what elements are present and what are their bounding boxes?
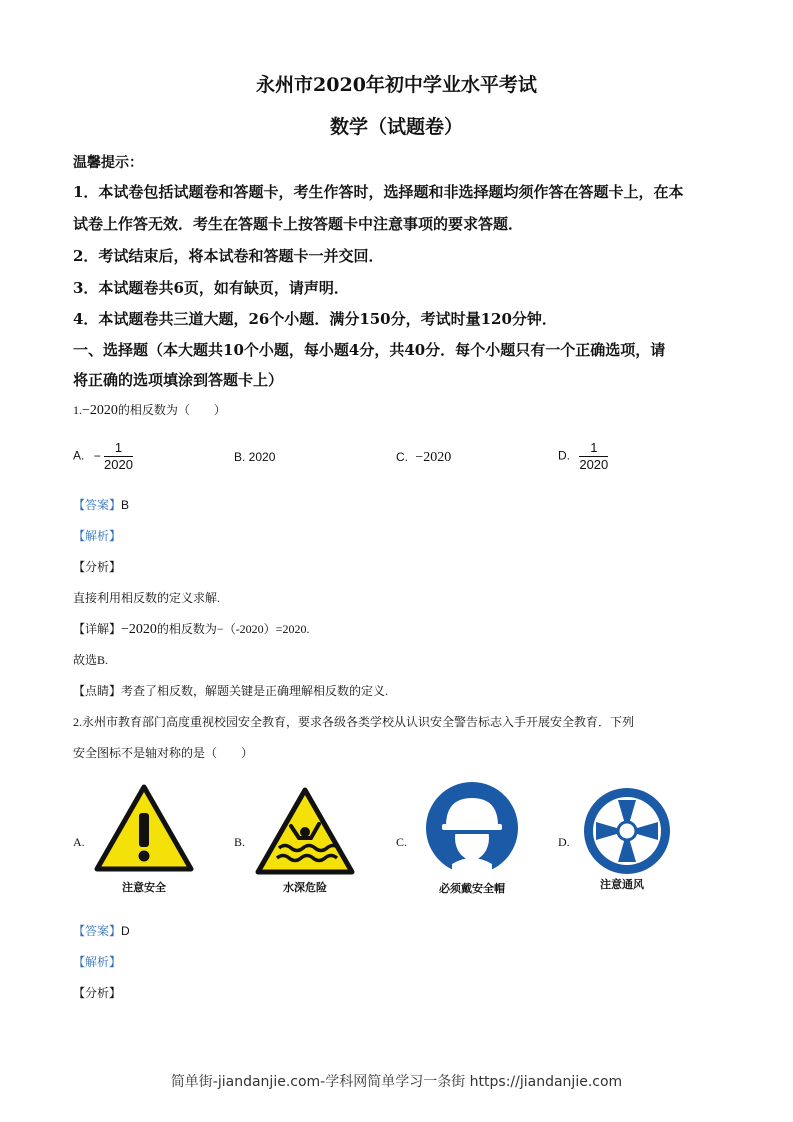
q2-caption-a: 注意安全 <box>122 881 166 894</box>
q2-caption-b: 水深危险 <box>283 881 327 894</box>
q2-option-d-label: D. <box>558 835 570 849</box>
q1-option-a-fraction <box>104 440 133 473</box>
q1-analysis-tag: 【解析】 <box>73 529 122 543</box>
q1-option-d <box>558 440 608 473</box>
q1-option-c-value: −2020 <box>415 450 452 465</box>
fraction-numerator: 1 <box>104 440 133 457</box>
fraction-numerator: 1 <box>579 440 608 457</box>
comment-text: 考查了相反数，解题关键是正确理解相反数的定义. <box>121 684 389 698</box>
caution-sign-icon <box>94 783 194 873</box>
q1-fenxi-tag: 【分析】 <box>73 560 122 574</box>
q2-caption-d: 注意通风 <box>600 878 644 891</box>
fraction-denominator: 2020 <box>104 457 133 472</box>
notice-item-1a: 1．本试卷包括试题卷和答题卡，考生作答时，选择题和非选择题均须作答在答题卡上，在本 <box>73 183 684 201</box>
q1-expr: −2020 <box>82 403 118 418</box>
answer-tag: 【答案】 <box>73 498 122 512</box>
q1-conclusion: 故选B. <box>73 653 109 667</box>
detail-expr: −2020 <box>121 622 157 637</box>
footer-watermark: 简单街-jiandanjie.com-学科网简单学习一条街 https://jiandanjie.com <box>170 1074 623 1090</box>
q1-option-d-label: D. <box>558 448 570 463</box>
q1-option-a-label: A. <box>73 448 85 463</box>
q2-stem-b: 安全图标不是轴对称的是（ ） <box>73 746 254 760</box>
comment-tag: 【点睛】 <box>73 684 122 698</box>
section-heading-a: 一、选择题（本大题共10个小题，每小题4分，共40分．每个小题只有一个正确选项，请 <box>73 341 666 359</box>
q2-option-b-label: B. <box>234 835 246 849</box>
q1-option-a <box>73 440 133 473</box>
q1-option-a-sign: − <box>93 448 101 463</box>
notice-heading: 温馨提示： <box>73 155 143 171</box>
q2-caption-c: 必须戴安全帽 <box>439 882 505 895</box>
q2-fenxi-tag: 【分析】 <box>73 986 122 1000</box>
q1-fenxi-text: 直接利用相反数的定义求解. <box>73 591 221 605</box>
notice-item-1b: 试卷上作答无效．考生在答题卡上按答题卡中注意事项的要求答题． <box>73 215 524 233</box>
q1-stem <box>73 401 226 419</box>
fraction-denominator: 2020 <box>579 457 609 472</box>
page-subtitle: 数学（试题卷） <box>329 116 463 138</box>
page-title: 永州市2020年初中学业水平考试 <box>256 74 537 96</box>
q1-option-b: B. 2020 <box>234 450 276 464</box>
q2-stem-a: 2.永州市教育部门高度重视校园安全教育，要求各级各类学校从认识安全警告标志入手开展安全教育．下列 <box>73 715 635 729</box>
deep-water-sign-icon <box>255 786 355 876</box>
section-heading-b: 将正确的选项填涂到答题卡上） <box>73 371 284 389</box>
q1-option-d-fraction <box>579 440 608 473</box>
q1-detail <box>73 620 309 638</box>
q1-number: 1. <box>73 403 82 417</box>
notice-item-2: 2．考试结束后，将本试卷和答题卡一并交回． <box>73 247 384 265</box>
q2-option-a-label: A. <box>73 835 85 849</box>
q2-answer <box>73 922 130 939</box>
answer-value: B <box>121 498 130 512</box>
detail-text: 的相反数为−（-2020）=2020. <box>156 622 310 636</box>
q1-text: 的相反数为（ ） <box>117 403 226 417</box>
notice-item-3: 3．本试题卷共6页，如有缺页，请声明． <box>73 279 349 297</box>
q1-option-c-label: C. <box>396 450 408 464</box>
detail-tag: 【详解】 <box>73 622 122 636</box>
helmet-sign-icon <box>424 780 520 876</box>
ventilation-sign-icon <box>582 786 672 876</box>
answer-tag: 【答案】 <box>73 924 122 938</box>
answer-value: D <box>121 924 130 938</box>
notice-item-4: 4．本试题卷共三道大题，26个小题．满分150分，考试时量120分钟． <box>73 310 557 328</box>
q1-option-c <box>396 450 451 466</box>
q2-option-c-label: C. <box>396 835 408 849</box>
q1-comment <box>73 682 388 699</box>
q1-answer <box>73 496 129 513</box>
q2-analysis-tag: 【解析】 <box>73 955 122 969</box>
